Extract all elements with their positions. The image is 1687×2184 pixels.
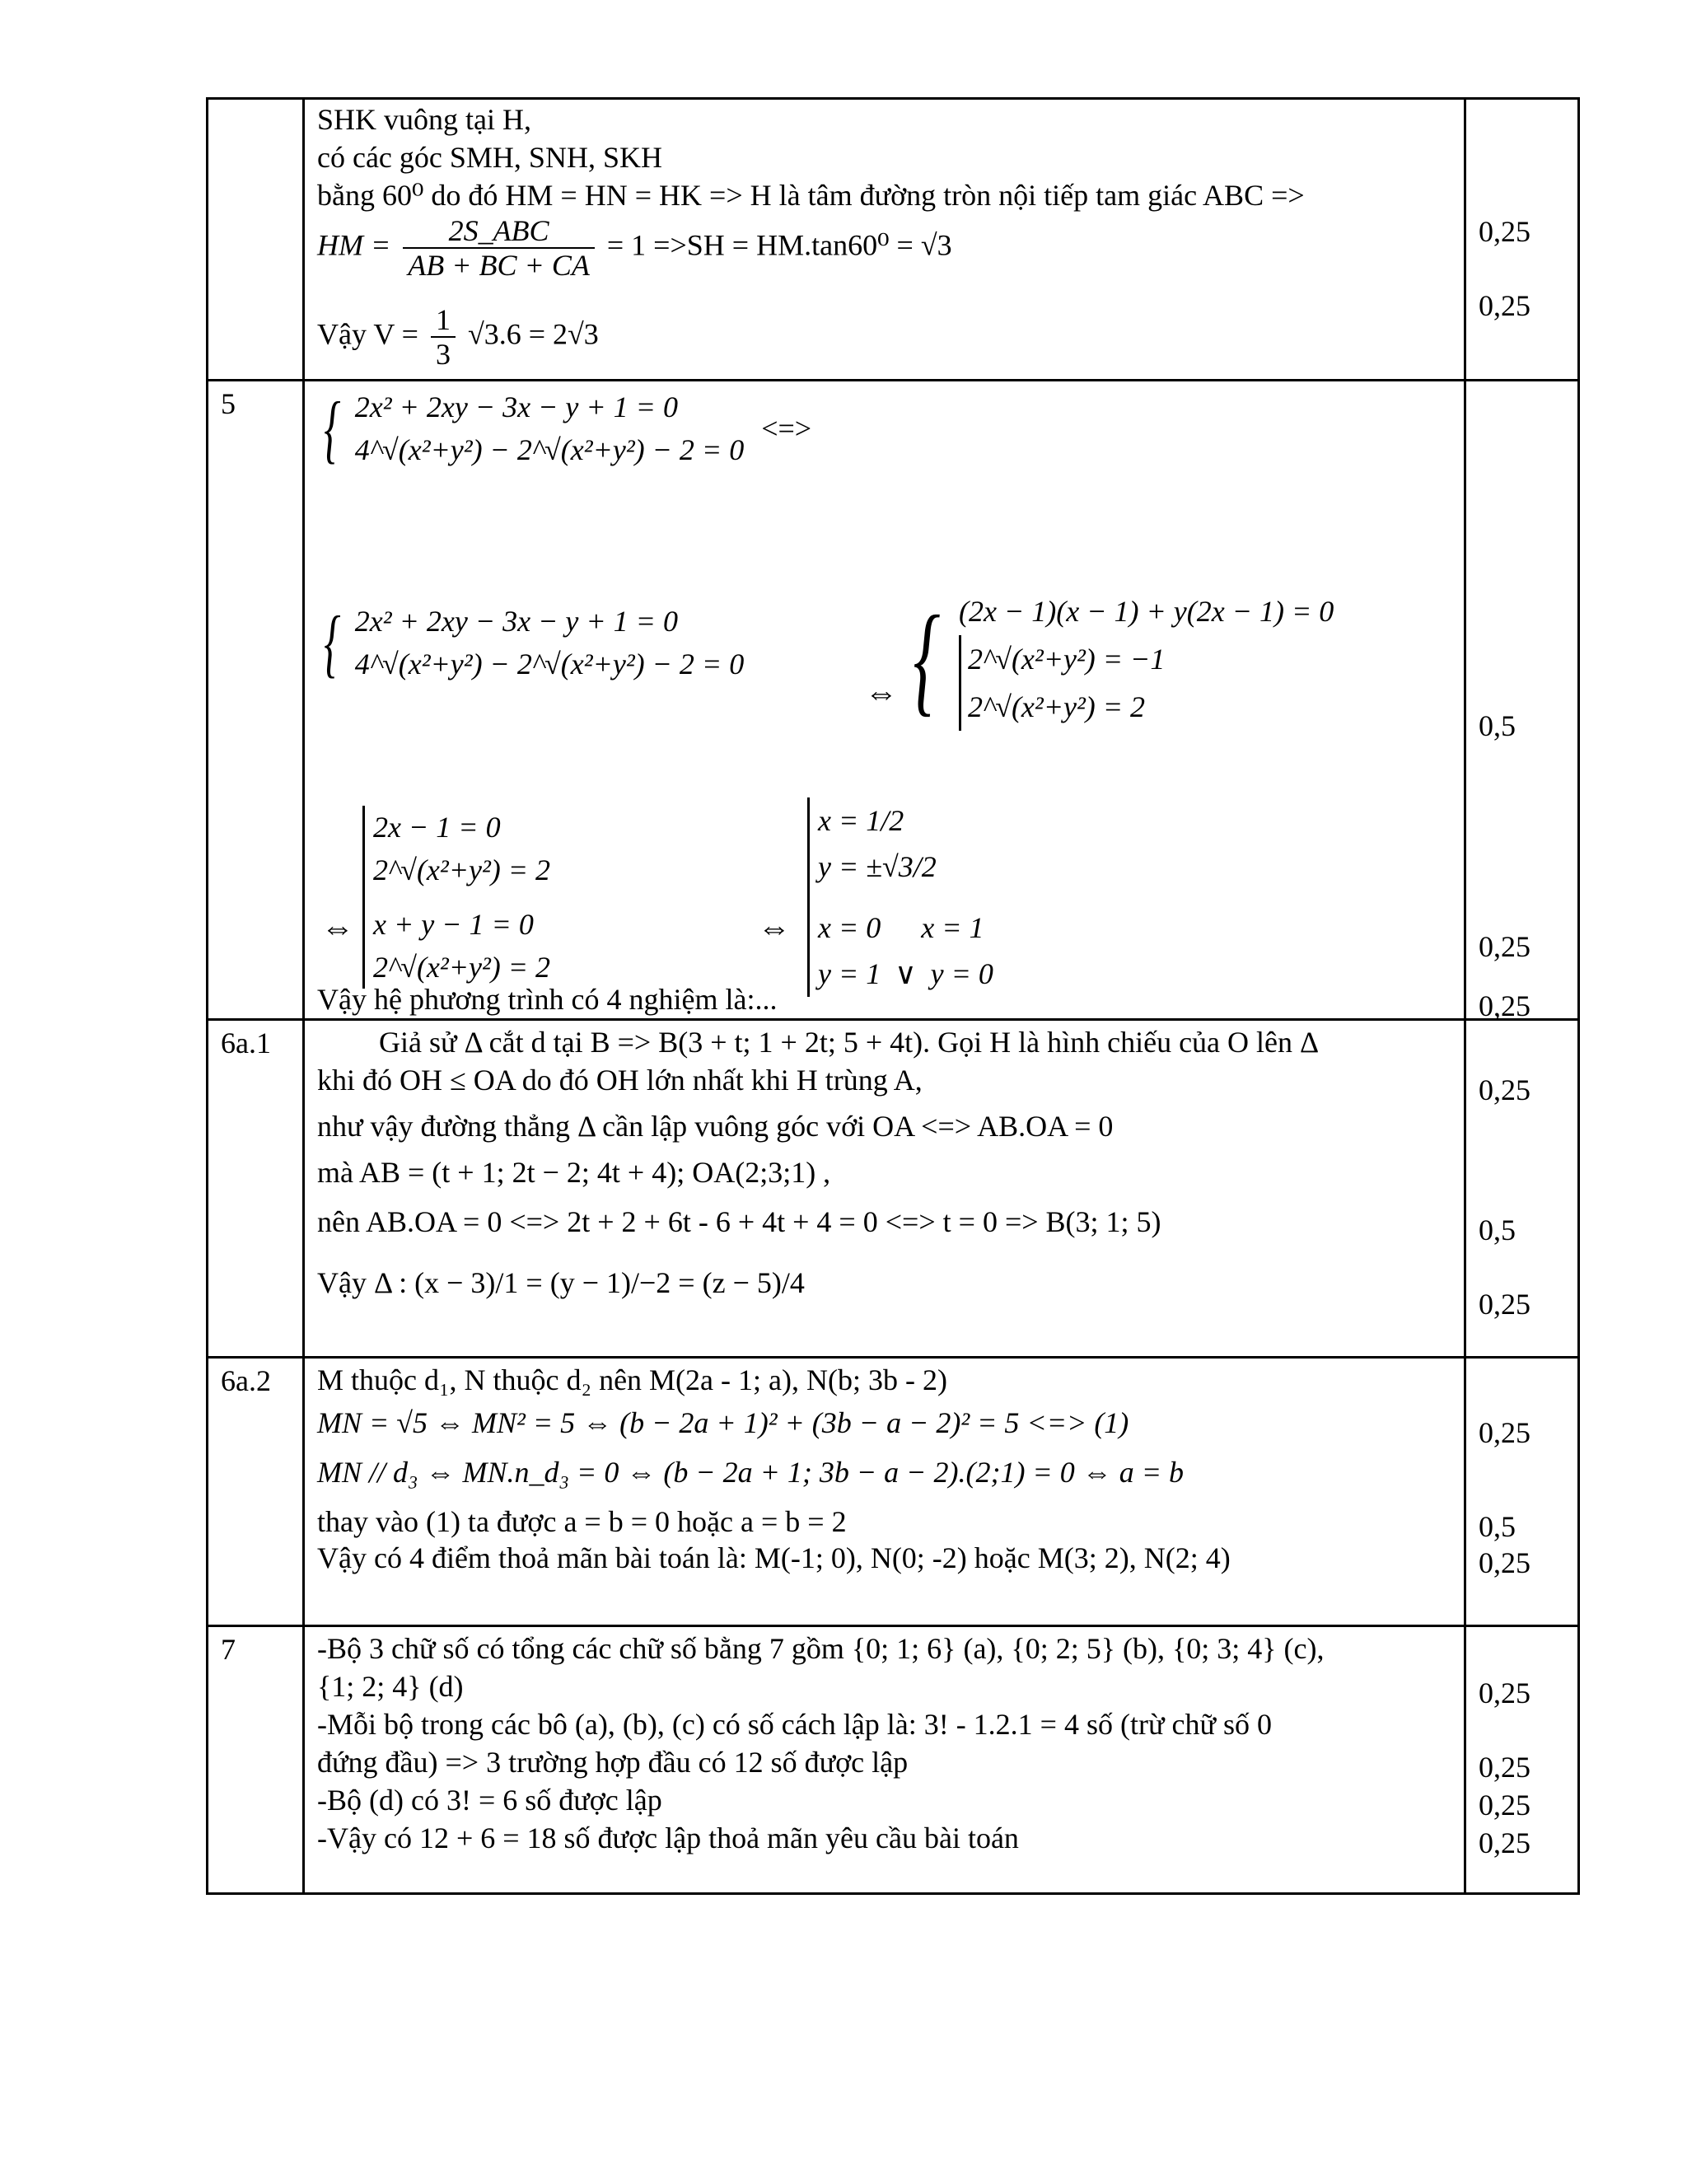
score: 0,25 [1479,1073,1530,1106]
score: 0,5 [1479,1510,1516,1543]
left-brace-icon: { [324,386,341,470]
equivalence-arrow: ⇔ [865,674,898,711]
text-line: -Bộ (d) có 3! = 6 số được lập [317,1784,662,1817]
solution: y = ±√3/2 [818,850,937,883]
score: 0,25 [1479,989,1530,1022]
text-line: MN // d₃ ⇔ MN.n_d₃ = 0 ⇔ (b − 2a + 1; 3b − a − 2).(2;1) = 0 ⇔ a = b [317,1456,1185,1489]
text-line: thay vào (1) ta được a = b = 0 hoặc a = b = 2 [317,1505,847,1538]
text-line: nên AB.OA = 0 <=> 2t + 2 + 6t - 6 + 4t + 4 = 0 <=> t = 0 => B(3; 1; 5) [317,1205,1161,1238]
text-line: mà AB = (t + 1; 2t − 2; 4t + 4); OA(2;3;1) , [317,1156,831,1189]
text-line: đứng đầu) => 3 trường hợp đầu có 12 số được lập [317,1746,909,1779]
hm-lhs: HM = [317,228,391,262]
score: 0,25 [1479,215,1530,248]
row-divider [206,1356,1580,1359]
question-label: 7 [221,1633,236,1666]
volume-fraction: $\frac{1}{3}$ [431,303,456,371]
question-label: 6a.2 [221,1364,271,1397]
text-line: {1; 2; 4} (d) [317,1670,464,1703]
equation: 2x − 1 = 0 [373,811,501,844]
row-divider [206,379,1580,381]
text-line: khi đó OH ≤ OA do đó OH lớn nhất khi H trùng A, [317,1064,923,1097]
system-1 [317,386,811,471]
hm-fraction [403,214,595,282]
text-line: như vậy đường thẳng Δ cần lập vuông góc với OA <=> AB.OA = 0 [317,1110,1114,1143]
equation: 2x² + 2xy − 3x − y + 1 = 0 [354,605,678,638]
text-line: bằng 60⁰ do đó HM = HN = HK => H là tâm đường tròn nội tiếp tam giác ABC => [317,179,1305,212]
solution: y = 0 [930,957,993,990]
or-symbol: ∨ [895,957,917,990]
system-2-right [902,587,1334,731]
equivalence-arrow: <=> [761,412,812,445]
equation: (2x − 1)(x − 1) + y(2x − 1) = 0 [959,595,1334,628]
equivalence-arrow: ⇔ [758,909,791,946]
text-line: -Vậy có 12 + 6 = 18 số được lập thoả mãn yêu cầu bài toán [317,1822,1019,1854]
question-label: 5 [221,387,236,420]
score: 0,25 [1479,1546,1530,1579]
equation: 2^√(x²+y²) = −1 [959,635,1334,683]
volume-rhs: √3.6 = 2√3 [467,317,599,351]
answer-table [206,97,1580,1895]
hm-denominator: AB + BC + CA [408,249,590,282]
score: 0,25 [1479,1288,1530,1321]
equation: 4^√(x²+y²) − 2^√(x²+y²) − 2 = 0 [354,433,745,466]
equation: x + y − 1 = 0 [373,908,534,941]
left-brace-icon: { [324,601,341,685]
equation: 2^√(x²+y²) = 2 [959,683,1334,731]
question-label: 6a.1 [221,1027,271,1059]
volume-prefix: Vậy V = [317,317,418,351]
equation: 2^√(x²+y²) = 2 [373,951,551,984]
conclusion: Vậy hệ phương trình có 4 nghiệm là:... [317,983,778,1016]
solution: x = 0 [818,911,881,944]
text-line: SHK vuông tại H, [317,103,531,136]
score: 0,25 [1479,1789,1530,1822]
text-line: M thuộc d₁, N thuộc d₂ nên M(2a - 1; a), N(b; 3b - 2) [317,1363,947,1396]
score: 0,25 [1479,930,1530,963]
row-divider [206,1625,1580,1627]
solution: y = 1 [818,957,881,990]
score: 0,5 [1479,709,1516,742]
hm-numerator: 2S_ABC [403,214,595,249]
hm-formula [317,214,952,282]
score: 0,25 [1479,1677,1530,1709]
score: 0,25 [1479,289,1530,322]
system-2 [317,600,744,685]
volume-formula [317,303,599,371]
equation: 4^√(x²+y²) − 2^√(x²+y²) − 2 = 0 [354,648,745,680]
solution: x = 1 [921,911,984,944]
equation: 2^√(x²+y²) = 2 [373,853,551,886]
text-line: -Mỗi bộ trong các bô (a), (b), (c) có số cách lập là: 3! - 1.2.1 = 4 số (trừ chữ số 0 [317,1708,1272,1741]
table-border-top [206,97,1580,100]
text-line: Vậy Δ : (x − 3)/1 = (y − 1)/−2 = (z − 5)/4 [317,1266,805,1299]
equation: 2x² + 2xy − 3x − y + 1 = 0 [354,391,678,423]
left-brace-icon: { [913,591,941,727]
score: 0,5 [1479,1214,1516,1246]
text-line: -Bộ 3 chữ số có tổng các chữ số bằng 7 gồm {0; 1; 6} (a), {0; 2; 5} (b), {0; 3; 4} (c), [317,1632,1325,1665]
text-line: Giả sử Δ cắt d tại B => B(3 + t; 1 + 2t; 5 + 4t). Gọi H là hình chiếu của O lên Δ [379,1026,1320,1059]
equivalence-arrow: ⇔ [321,909,354,946]
score: 0,25 [1479,1751,1530,1784]
row-divider [206,1018,1580,1021]
text-line: Vậy có 4 điểm thoả mãn bài toán là: M(-1; 0), N(0; -2) hoặc M(3; 2), N(2; 4) [317,1541,1231,1574]
hm-rhs: = 1 =>SH = HM.tan60⁰ = √3 [606,228,952,262]
solutions [807,797,993,997]
solution: x = 1/2 [818,804,904,837]
text-line: MN = √5 ⇔ MN² = 5 ⇔ (b − 2a + 1)² + (3b − a − 2)² = 5 <=> (1) [317,1406,1129,1439]
score: 0,25 [1479,1826,1530,1859]
table-border-bottom [206,1892,1580,1895]
system-3 [362,806,550,989]
score: 0,25 [1479,1416,1530,1449]
text-line: có các góc SMH, SNH, SKH [317,141,662,174]
